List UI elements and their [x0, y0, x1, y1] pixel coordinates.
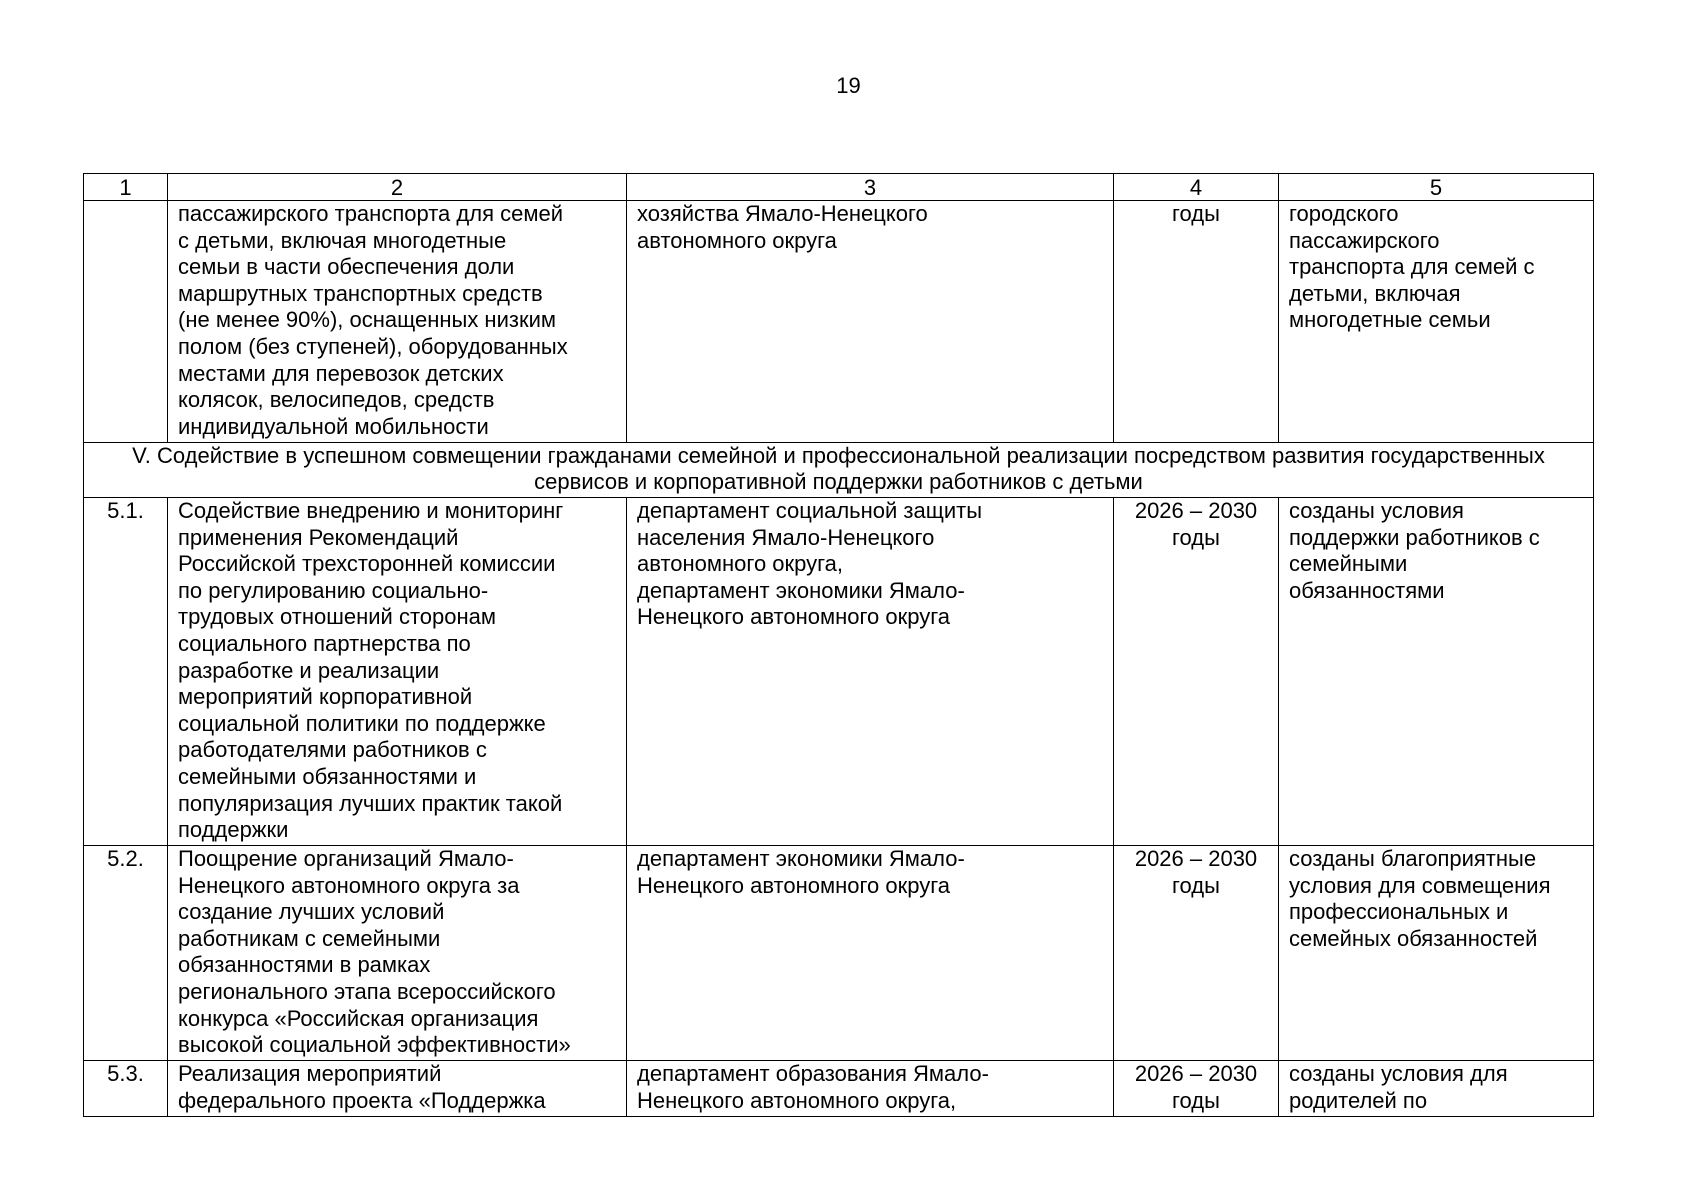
activity-cell: Поощрение организаций Ямало- Ненецкого автономного округа за создание лучших условий работникам с семейными обязанностями в рамках регионального этапа всероссийского конкурса «Российская организация высокой социальной эффективности»	[168, 846, 627, 1061]
activity-cell: пассажирского транспорта для семей с детьми, включая многодетные семьи в части обеспечения доли маршрутных транспортных средств (не менее 90%), оснащенных низким полом (без ступеней), оборудованных местами для перевозок детских колясок, велосипедов, средств индивидуальной мобильности	[168, 201, 627, 443]
responsible-cell: департамент социальной защиты населения Ямало-Ненецкого автономного округа, департамент экономики Ямало- Ненецкого автономного округа	[627, 498, 1114, 846]
responsible-cell: департамент экономики Ямало- Ненецкого автономного округа	[627, 846, 1114, 1061]
table-row	[84, 1061, 1594, 1117]
measures-table	[83, 173, 1594, 1117]
table-row	[84, 498, 1594, 846]
row-number: 5.2.	[84, 846, 168, 1061]
result-cell: созданы условия поддержки работников с семейными обязанностями	[1279, 498, 1594, 846]
row-number: 5.3.	[84, 1061, 168, 1117]
activity-cell: Содействие внедрению и мониторинг применения Рекомендаций Российской трехсторонней комиссии по регулированию социально- трудовых отношений сторонам социального партнерства по разработке и реализации мероприятий корпоративной социальной политики по поддержке работодателями работников с семейными обязанностями и популяризация лучших практик такой поддержки	[168, 498, 627, 846]
page-number: 19	[836, 73, 861, 98]
period-cell: 2026 – 2030 годы	[1114, 498, 1279, 846]
section-title: V. Содействие в успешном совмещении гражданами семейной и профессиональной реализации посредством развития государственных сервисов и корпоративной поддержки работников с детьми	[84, 443, 1594, 498]
row-number	[84, 201, 168, 443]
row-number: 5.1.	[84, 498, 168, 846]
result-cell: созданы условия для родителей по	[1279, 1061, 1594, 1117]
responsible-cell: хозяйства Ямало-Ненецкого автономного округа	[627, 201, 1114, 443]
period-cell: 2026 – 2030 годы	[1114, 846, 1279, 1061]
table-row	[84, 846, 1594, 1061]
header-col-2: 2	[168, 174, 627, 201]
result-cell: городского пассажирского транспорта для семей с детьми, включая многодетные семьи	[1279, 201, 1594, 443]
table-row	[84, 201, 1594, 443]
period-cell: 2026 – 2030 годы	[1114, 1061, 1279, 1117]
section-row	[84, 443, 1594, 498]
header-col-4: 4	[1114, 174, 1279, 201]
period-cell: годы	[1114, 201, 1279, 443]
header-col-3: 3	[627, 174, 1114, 201]
header-row	[84, 174, 1594, 201]
header-col-1: 1	[84, 174, 168, 201]
header-col-5: 5	[1279, 174, 1594, 201]
activity-cell: Реализация мероприятий федерального проекта «Поддержка	[168, 1061, 627, 1117]
result-cell: созданы благоприятные условия для совмещения профессиональных и семейных обязанностей	[1279, 846, 1594, 1061]
responsible-cell: департамент образования Ямало- Ненецкого автономного округа,	[627, 1061, 1114, 1117]
